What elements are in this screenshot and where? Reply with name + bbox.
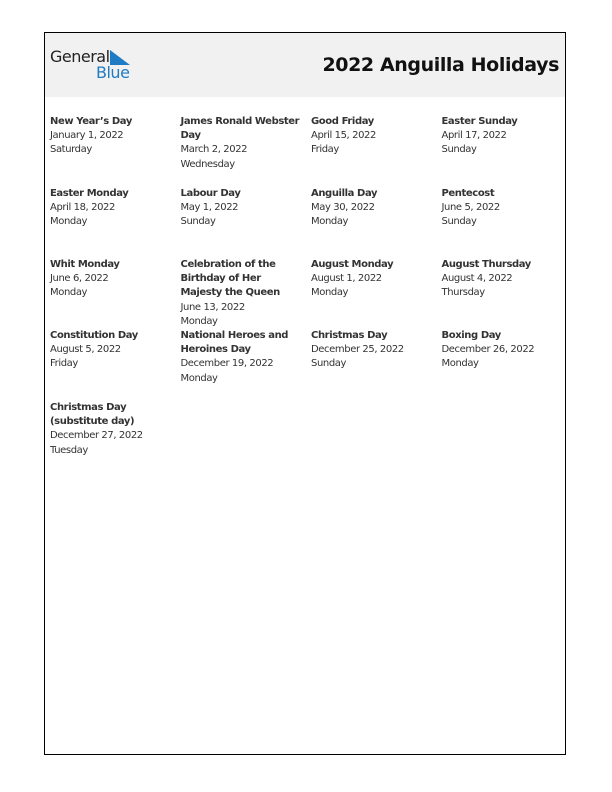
holiday-date: June 6, 2022 [50,273,109,285]
holiday-weekday: Monday [311,215,349,227]
holiday-date: August 5, 2022 [50,344,121,356]
holiday-item [50,401,172,458]
holiday-date: January 1, 2022 [50,130,124,142]
holiday-item [442,115,564,158]
holiday-item [311,115,433,158]
holiday-name: Constitution Day [50,330,138,341]
holiday-date: December 19, 2022 [180,358,274,370]
holiday-weekday: Thursday [441,287,485,299]
holiday-date: April 15, 2022 [311,130,376,142]
holiday-item [50,115,172,158]
holiday-name: Christmas Day (substitute day) [50,402,135,428]
holiday-item [181,115,303,172]
holiday-item [181,187,303,230]
holiday-weekday: Sunday [311,358,347,370]
holiday-item [442,329,564,372]
holiday-weekday: Friday [50,358,78,370]
holiday-name: Good Friday [311,116,374,127]
holiday-name: August Monday [311,259,394,270]
holiday-date: August 4, 2022 [441,273,513,285]
holiday-name: Christmas Day [311,330,388,341]
holiday-weekday: Sunday [441,144,477,156]
holiday-name: National Heroes and Heroines Day [180,330,289,356]
header-band [45,33,565,97]
page-title: 2022 Anguilla Holidays [322,54,559,76]
holiday-item [311,329,433,372]
holiday-item [50,187,172,230]
holiday-item [181,258,303,329]
holiday-item [50,258,172,301]
holiday-name: Boxing Day [441,330,501,341]
holiday-weekday: Monday [50,287,88,299]
holiday-weekday: Monday [441,358,479,370]
holiday-date: June 13, 2022 [180,301,245,313]
holiday-name: Easter Monday [50,187,129,199]
holiday-weekday: Wednesday [180,158,235,170]
holiday-name: Pentecost [441,187,495,199]
holiday-item [442,258,564,301]
generalblue-logo [50,47,140,87]
holiday-name: August Thursday [441,259,531,270]
holiday-name: Labour Day [180,187,241,199]
holiday-name: Celebration of the Birthday of Her Majesty the Queen [180,259,280,299]
holiday-weekday: Monday [180,315,218,327]
holiday-item [50,329,172,372]
holiday-date: June 5, 2022 [441,201,500,213]
page-frame [44,32,566,755]
holiday-date: December 26, 2022 [441,344,535,356]
holiday-weekday: Saturday [50,144,92,156]
logo-word-general: General [50,47,110,66]
holiday-date: March 2, 2022 [180,144,248,156]
holiday-date: April 18, 2022 [50,201,115,213]
holiday-name: Anguilla Day [311,187,378,199]
holiday-weekday: Tuesday [50,444,88,456]
holiday-date: May 30, 2022 [311,201,375,213]
holiday-weekday: Monday [50,215,88,227]
holiday-item [442,187,564,230]
holiday-item [311,258,433,301]
holiday-weekday: Monday [180,372,218,384]
holiday-item [181,329,303,386]
holiday-weekday: Sunday [441,215,477,227]
holiday-date: August 1, 2022 [311,273,382,285]
holiday-weekday: Monday [311,287,349,299]
holiday-item [311,187,433,230]
holiday-weekday: Sunday [180,215,216,227]
holiday-date: December 27, 2022 [50,430,143,442]
holiday-name: James Ronald Webster Day [180,116,300,142]
holiday-date: May 1, 2022 [180,201,239,213]
holiday-name: New Year’s Day [50,116,132,127]
holiday-date: April 17, 2022 [441,130,507,142]
logo-word-blue: Blue [96,63,130,82]
holiday-date: December 25, 2022 [311,344,404,356]
holiday-name: Whit Monday [50,259,120,270]
holiday-weekday: Friday [311,144,339,156]
holiday-name: Easter Sunday [441,116,518,127]
